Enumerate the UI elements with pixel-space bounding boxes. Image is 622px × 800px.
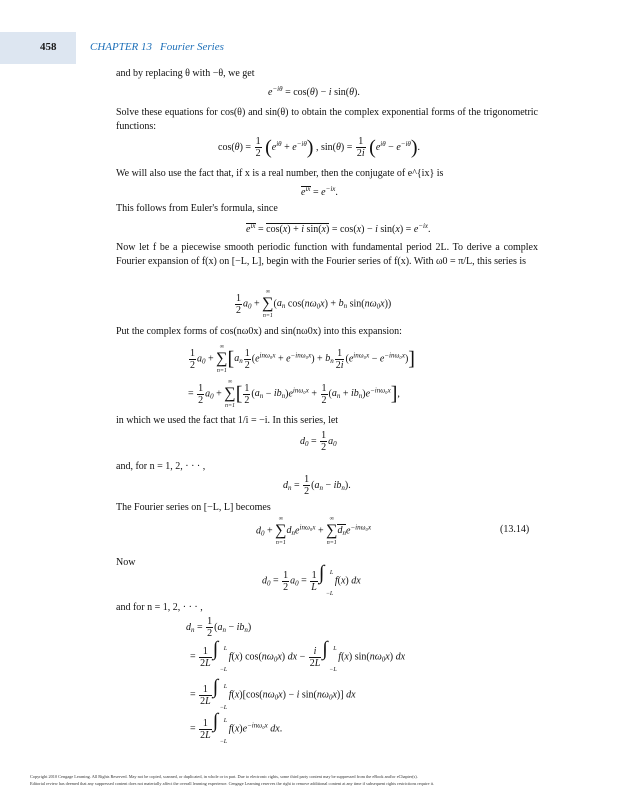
equation-dn: $d_n$ = $\frac{1}{2}$ $(a_n - ib_n)$. xyxy=(283,474,351,497)
equation-substitution-2: = $\frac{1}{2}$ $a_0$ + ∞ ∑ n=1 [ $\frac{1}{2}$ $(a_n - ib_n)e^{in\omega_0x}$ + $\frac{1}{2}$ $(a_n + ib_n)e^{-in\omega_0x}$], xyxy=(188,379,400,409)
running-header xyxy=(90,41,224,53)
equation-fourier-series: $\frac{1}{2}$ $a_0$ + ∞ ∑ n=1 ($a_n$ $\cos(n\omega_0x) + b_n$ $\sin(n\omega_0x)$) xyxy=(236,289,392,319)
chapter-title: Fourier Series xyxy=(160,41,224,53)
paragraph-5: Now let f be a piecewise smooth periodic function with fundamental period 2L. To derive a complex Fourier expansion of f(x) on [−L, L], begin with the Fourier series of f(x). With ω0 = π/L, this series is xyxy=(116,242,538,267)
paragraph-9: The Fourier series on [−L, L] becomes xyxy=(116,502,271,513)
footer-line-1: Copyright 2010 Cengage Learning. All Rights Reserved. May not be copied, scanned, or duplicated, in whole or in part. Due to electronic rights, some third party content may be suppressed from the eBook and/or eChapter(s). xyxy=(30,774,418,779)
equation-dn-line-3: = $\frac{1}{2L}$ ∫ L −L $f(x)[\cos(n\omega_0x) - i$ $\sin(n\omega_0x)$] dx xyxy=(190,676,356,711)
equation-euler-conjugate: $e^{ix} = \cos(x) + i$ sin(x) = cos(x) − i $\sin(x) = e^{-ix}$. xyxy=(246,222,431,235)
page-number: 458 xyxy=(40,41,57,53)
equation-d0-integral: $d_0$ = $\frac{1}{2}$ $a_0$ = $\frac{1}{L}$ ∫ L −L f(x) dx xyxy=(262,562,361,597)
equation-d0: $d_0$ = $\frac{1}{2}$ $a_0$ xyxy=(300,430,337,453)
equation-complex-forms: cos(θ) = $\frac{1}{2}$ $(e^{i\theta} + e^{-i\theta})$ , sin(θ) = $\frac{1}{2i}$ $(e^{i\theta} - e^{-i\theta})$. xyxy=(218,136,421,159)
paragraph-4: This follows from Euler's formula, since xyxy=(116,203,278,214)
page-number-box xyxy=(0,32,76,64)
paragraph-3: We will also use the fact that, if x is a real number, then the conjugate of e^{ix} is xyxy=(116,168,444,179)
paragraph-7: in which we used the fact that 1/i = −i. In this series, let xyxy=(116,415,339,426)
equation-substitution-1: $\frac{1}{2}$ $a_0$ + ∞ ∑ n=1 [$a_n$ $\frac{1}{2}$ $(e^{in\omega_0x} + e^{-in\omega_0x}) + b_n$ $\frac{1}{2i}$ $(e^{in\omega_0x} - e^{-in\omega_0x})$] xyxy=(190,344,415,374)
paragraph-10: Now xyxy=(116,557,136,568)
paragraph-8: and, for n = 1, 2, · · · , xyxy=(116,461,206,472)
paragraph-11: and for n = 1, 2, · · · , xyxy=(116,602,203,613)
equation-dn-line-4: = $\frac{1}{2L}$ ∫ L −L $f(x)e^{-in\omega_0x}$ dx. xyxy=(190,710,283,745)
paragraph-2: Solve these equations for cos(θ) and sin(θ) to obtain the complex exponential forms of the trigonometric functions: xyxy=(116,107,538,132)
equation-euler-negative: $e^{-i\theta} = \cos(\theta) - i$ sin(θ). xyxy=(268,85,360,98)
equation-number: (13.14) xyxy=(500,524,530,535)
equation-conjugate: $e^{ix} = e^{-ix}$. xyxy=(301,185,338,198)
equation-dn-line-1: $d_n$ = $\frac{1}{2}$ $(a_n - ib_n)$ xyxy=(186,616,252,639)
equation-13-14: $d_0$ + ∞ ∑ n=1 $d_ne^{in\omega_0x}$ + ∞ ∑ n=1 $d_ne^{-in\omega_0x}$ xyxy=(256,516,372,546)
chapter-label: CHAPTER 13 xyxy=(90,41,153,53)
copyright-footer xyxy=(30,773,610,787)
paragraph-6: Put the complex forms of cos(nω0x) and sin(nω0x) into this expansion: xyxy=(116,326,402,337)
equation-dn-line-2: = $\frac{1}{2L}$ ∫ L −L f(x) $\cos(n\omega_0x)$ dx − $\frac{i}{2L}$ ∫ L −L f(x) $\sin(n\omega_0x)$ dx xyxy=(190,638,406,673)
footer-line-2: Editorial review has deemed that any suppressed content does not materially affect the overall learning experience. Cengage Learning reserves the right to remove additional content at any time if subsequent rights restrictions require it. xyxy=(30,781,435,786)
paragraph-1: and by replacing θ with −θ, we get xyxy=(116,68,255,79)
